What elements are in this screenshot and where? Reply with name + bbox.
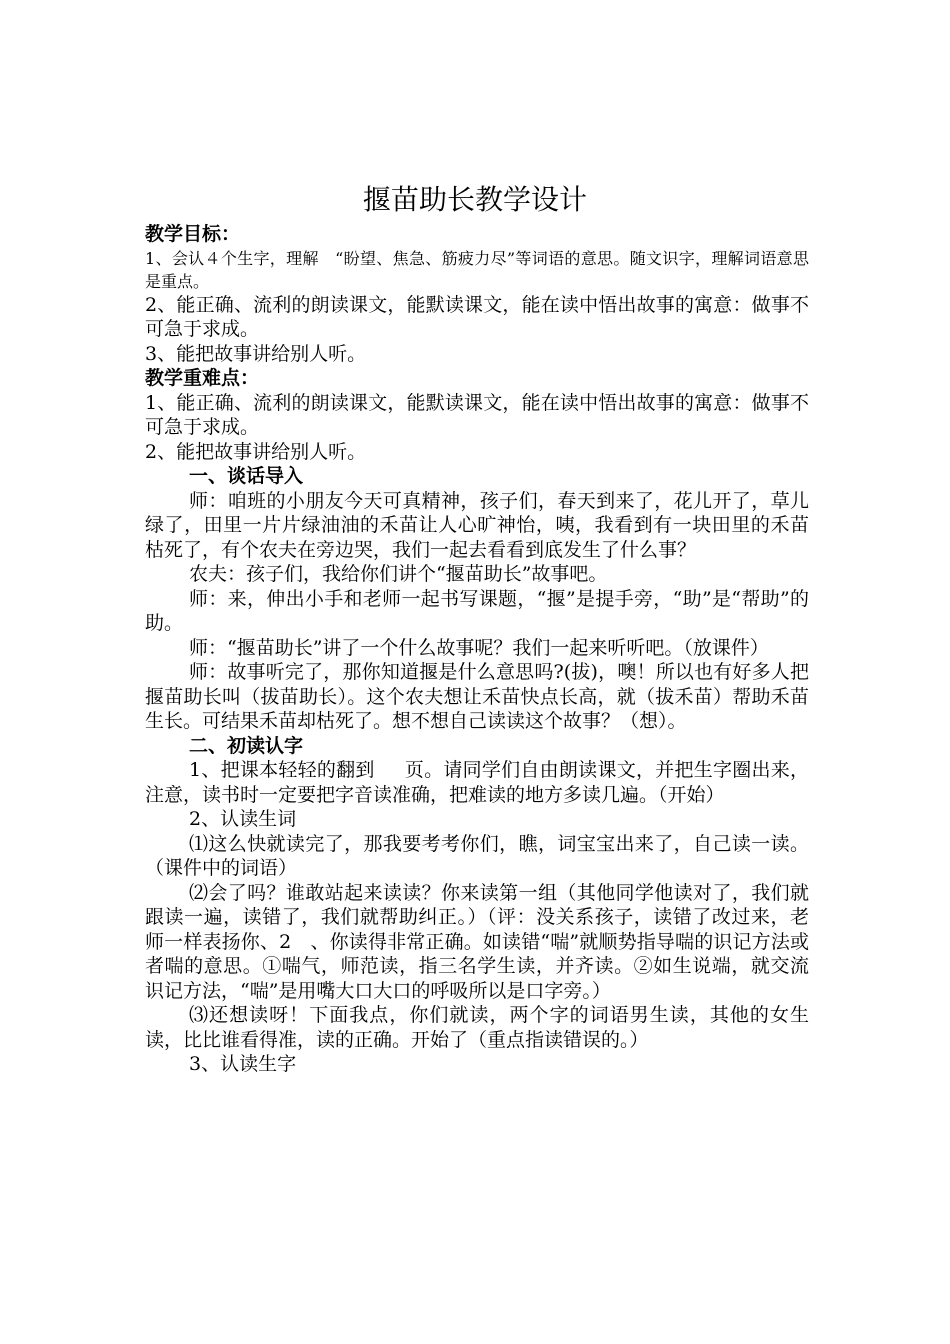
paragraph: ⑶还想读呀！下面我点，你们就读，两个字的词语男生读，其他的女生读，比比谁看得准，读的正确。开始了（重点指读错误的。） [145, 1004, 809, 1051]
goal-item-1: 1、会认４个生字，理解 “盼望、焦急、筋疲力尽”等词语的意思。随文识字，理解词语意思是重点。 [145, 248, 809, 291]
document-title: 揠苗助长教学设计 [362, 183, 587, 216]
paragraph: 农夫：孩子们，我给你们讲个“揠苗助长”故事吧。 [189, 563, 608, 585]
paragraph-part: 页。请同学们自由朗读课文，并把生字圈出来，注意，读书时一定要把字音读准确，把难读的地方多读几遍。（开始） [145, 759, 809, 806]
key-point-2: 2、能把故事讲给别人听。 [145, 440, 367, 463]
paragraph: 2、认读生词 [189, 808, 297, 830]
paragraph: 师：故事听完了，那你知道揠是什么意思吗?(拔)，噢！所以也有好多人把揠苗助长叫（拔苗助长）。这个农夫想让禾苗快点长高，就（拔禾苗）帮助禾苗生长。可结果禾苗却枯死了。想不想自己读读这个故事？（想）。 [145, 661, 809, 732]
goals-heading: 教学目标： [145, 223, 241, 245]
paragraph: 师：咱班的小朋友今天可真精神，孩子们，春天到来了，花儿开了，草儿绿了，田里一片片绿油油的禾苗让人心旷神怡，咦，我看到有一块田里的禾苗枯死了，有个农夫在旁边哭，我们一起去看看到底发生了什么事？ [145, 489, 809, 561]
paragraph: 师：来，伸出小手和老师一起书写课题，“揠”是提手旁，“助”是“帮助”的助。 [145, 587, 809, 634]
paragraph [145, 758, 809, 807]
key-points-heading: 教学重难点： [145, 367, 260, 389]
goal-item-2: 2、能正确、流利的朗读课文，能默读课文，能在读中悟出故事的寓意：做事不可急于求成。 [145, 293, 809, 340]
paragraph: 3、认读生字 [189, 1053, 297, 1075]
section-heading-2: 二、初读认字 [189, 734, 304, 757]
paragraph: ⑵会了吗？谁敢站起来读读？你来读第一组（其他同学他读对了，我们就跟读一遍，读错了，我们就帮助纠正。）（评：没关系孩子，读错了改过来，老师一样表扬你、2 、你读得非常正确。如读错“喘”就顺势指导喘的识记方法或者喘的意思。①喘气，师范读，指三名学生读，并齐读。②如生说端，就交流识记方法，“喘”是用嘴大口大口的呼吸所以是口字旁。） [145, 881, 809, 1002]
section-heading-1: 一、谈话导入 [189, 465, 304, 487]
goal-item-3: 3、能把故事讲给别人听。 [145, 342, 367, 365]
document-body [145, 222, 809, 1077]
key-point-1: 1、能正确、流利的朗读课文，能默读课文，能在读中悟出故事的寓意：做事不可急于求成。 [145, 391, 809, 438]
paragraph: 师：“揠苗助长”讲了一个什么故事呢？我们一起来听听吧。（放课件） [189, 636, 769, 659]
paragraph-part: 1、把课本轻轻的翻到 [189, 759, 375, 781]
paragraph: ⑴这么快就读完了，那我要考考你们，瞧，词宝宝出来了，自己读一读。（课件中的词语） [145, 832, 809, 879]
